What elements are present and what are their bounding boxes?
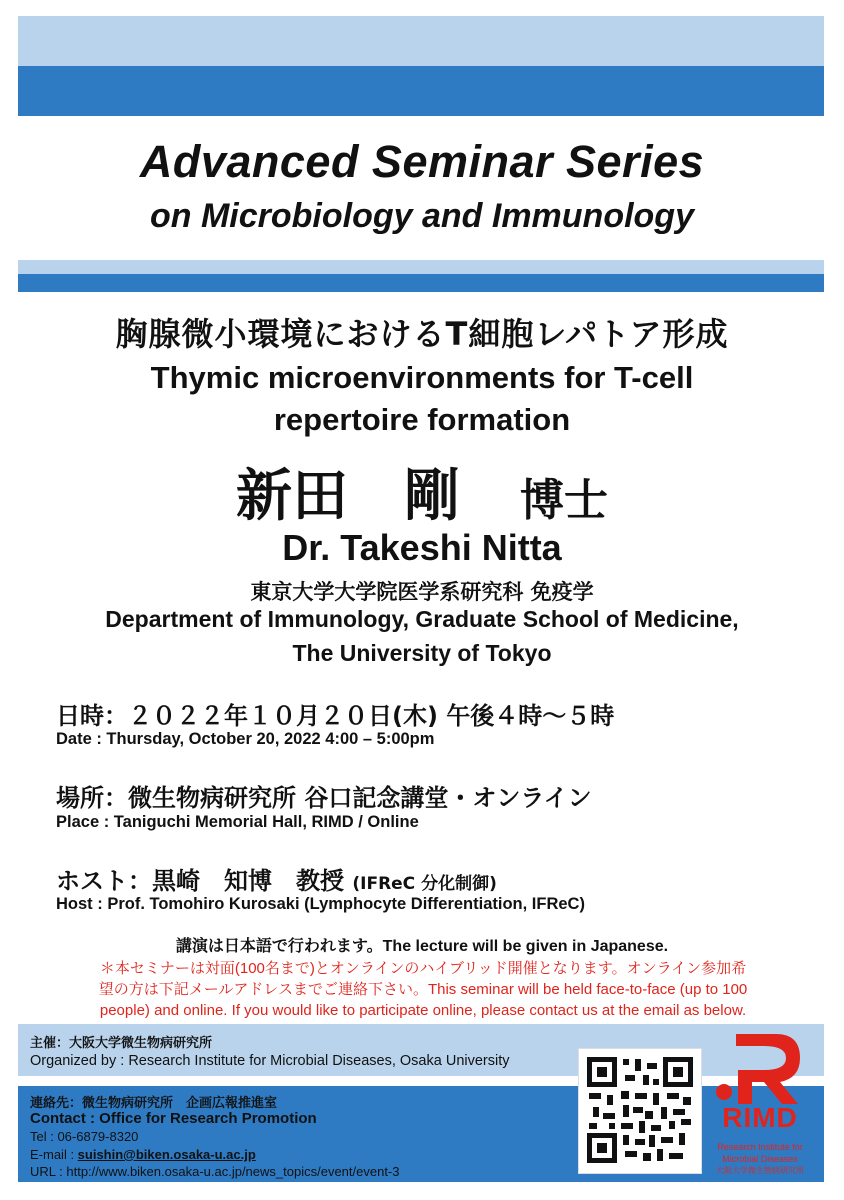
email-link[interactable]: suishin@biken.osaka-u.ac.jp (77, 1147, 256, 1162)
talk-title-ja: 胸腺微小環境におけるT細胞レパトア形成 (115, 315, 729, 353)
speaker-name-ja (0, 452, 844, 532)
mid-light-band (18, 260, 824, 274)
speaker-name-ja-text: 新田 剛 (236, 464, 460, 529)
affiliation-en-1: Department of Immunology, Graduate School of Medicine, (105, 606, 739, 632)
url[interactable]: URL : http://www.biken.osaka-u.ac.jp/news_topics/event/event-3 (30, 1164, 400, 1179)
affiliation-en-2: The University of Tokyo (292, 640, 552, 666)
host-ja (56, 861, 497, 896)
host-ja-note: (IFReC 分化制御) (352, 874, 497, 894)
hybrid-note (30, 958, 816, 1021)
rimd-sub-2: Microbial Diseases (722, 1154, 798, 1164)
series-subtitle: on Microbiology and Immunology (150, 197, 694, 235)
contact-en: Contact : Office for Research Promotion (30, 1110, 317, 1127)
organizer-en: Organized by : Research Institute for Microbial Diseases, Osaka University (30, 1053, 510, 1069)
email-label: E-mail : (30, 1147, 78, 1162)
place-en: Place : Taniguchi Memorial Hall, RIMD / Online (56, 813, 419, 831)
rimd-sub-3: 大阪大学微生物病研究所 (716, 1166, 804, 1175)
talk-title-en-1: Thymic microenvironments for T-cell (150, 360, 694, 395)
qr-code-graphic (587, 1057, 693, 1163)
contact-ja: 連絡先：微生物病研究所 企画広報推進室 (30, 1095, 278, 1110)
speaker-title-ja: 博士 (520, 475, 608, 526)
rimd-sub-1: Research Institute for (717, 1142, 803, 1152)
host-en: Host : Prof. Tomohiro Kurosaki (Lymphocyte Differentiation, IFReC) (56, 895, 585, 913)
tel: Tel : 06-6879-8320 (30, 1129, 139, 1144)
mid-dark-band (18, 274, 824, 292)
affiliation-ja: 東京大学大学院医学系研究科 免疫学 (250, 580, 594, 604)
rimd-logo-text: RIMD (722, 1102, 798, 1133)
top-dark-band (18, 66, 824, 116)
date-en: Date : Thursday, October 20, 2022 4:00 – 5:00pm (56, 730, 435, 748)
top-light-band (18, 16, 824, 66)
talk-title-en-2: repertoire formation (273, 402, 571, 437)
email-line (30, 1147, 256, 1162)
qr-code[interactable] (578, 1048, 702, 1174)
series-title: Advanced Seminar Series (139, 136, 705, 187)
organizer-ja: 主催：大阪大学微生物病研究所 (30, 1035, 213, 1050)
place-ja: 場所：微生物病研究所 谷口記念講堂・オンライン (56, 784, 592, 812)
host-ja-text: ホスト：黒崎 知博 教授 (56, 867, 344, 895)
hybrid-note-1: ＊本セミナーは対面(100名まで)とオンラインのハイブリッド開催となります。オンライン参加希 (99, 960, 747, 977)
speaker-name-en: Dr. Takeshi Nitta (282, 527, 562, 568)
date-ja: 日時：２０２２年１０月２０日(木) 午後４時〜５時 (56, 702, 615, 730)
hybrid-note-3: people) and online. If you would like to participate online, please contact us at the email as below. (99, 1002, 747, 1019)
language-note: 講演は日本語で行われます。The lecture will be given in Japanese. (175, 938, 669, 955)
hybrid-note-2: 望の方は下記メールアドレスまでご連絡下さい。This seminar will be held face-to-face (up to 100 (98, 981, 748, 998)
